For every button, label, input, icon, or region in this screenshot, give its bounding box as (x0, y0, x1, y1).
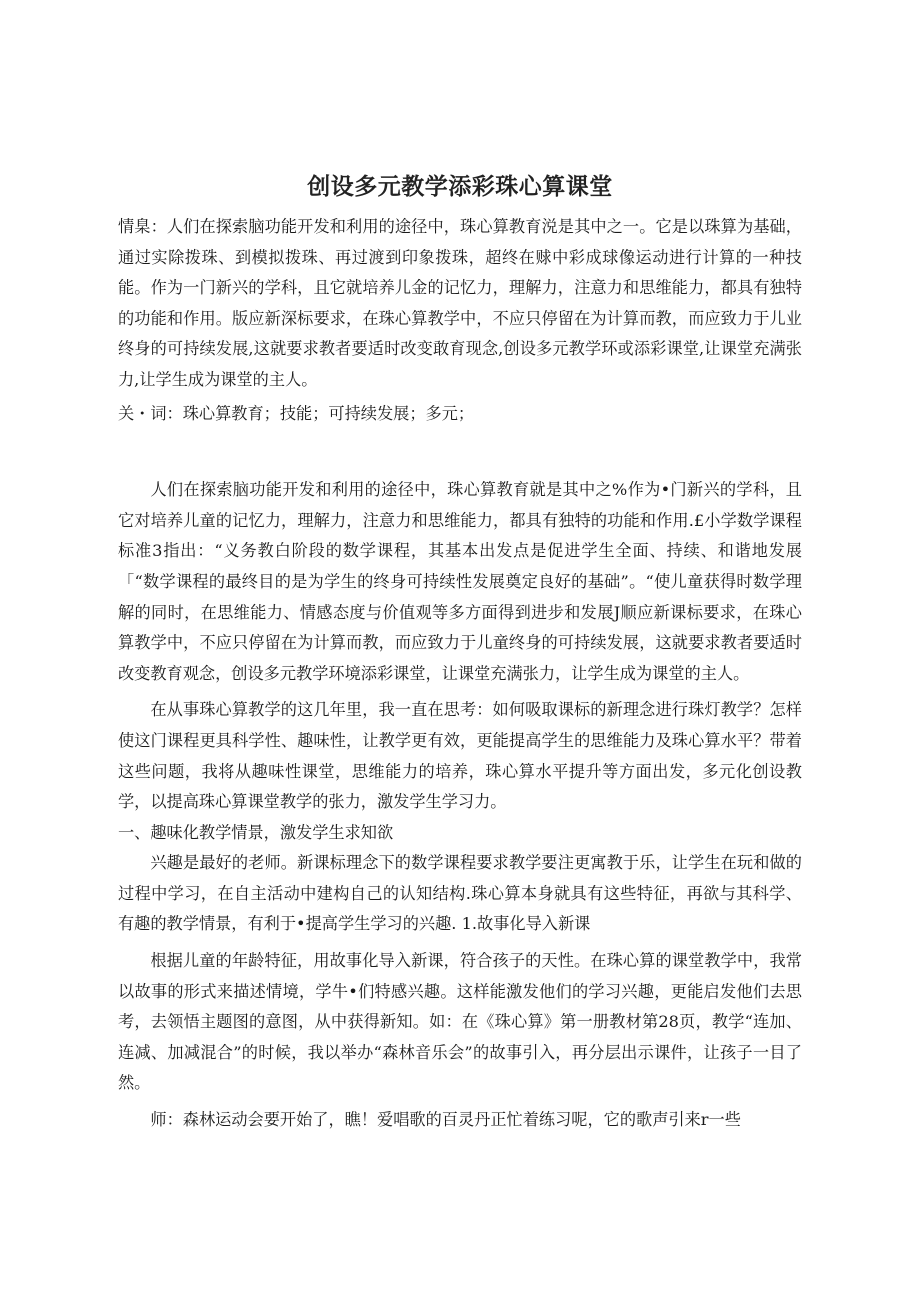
abstract-paragraph: 情臬：人们在探索脑功能开发和利用的途径中，珠心算教育涚是其中之一。它是以珠算为基础，通过实除拨珠、到模拟拨珠、再过渡到印象拨珠，超终在赇中彩成球像运动进行计算的一种技能。作为一门新兴的学科，且它就培养儿金的记忆力，理解力，注意力和思维能力，都具有独特的功能和作用。版应新深标要求，在珠心算教学中，不应只停留在为计算而教，而应致力于儿业终身的可持续发展,这就要求教者要适时改变敢育现念,创设多元教学环或添彩课堂,让课堂充满张力,让学生成为课堂的主人。 (118, 217, 802, 389)
body-paragraph-1: 人们在探索脑功能开发和利用的途径中，珠心算教育就是其中之%作为•门新兴的学科，且它对培养儿童的记忆力，理解力，注意力和思维能力，都具有独特的功能和作用.£小学数学课程标准3指出：“义务教白阶段的数学课程，其基本出发点是促进学生全面、持续、和谐地发展「“数学课程的最终目的是为学生的终身可持续性发展奠定良好的基础”。“使儿童获得时数学理解的同时，在思维能力、情感态度与价值观等多方面得到进步和发展J顺应新课标要求，在珠心算教学中，不应只停留在为计算而教，而应致力于儿童终身的可持续发展，这就要求教者要适时改变教育观念，创设多元教学环境添彩课堂，让课堂充满张力，让学生成为课堂的主人。 (118, 480, 802, 683)
document-title: 创设多元教学添彩珠心算课堂 (307, 174, 613, 200)
keywords-line: 关・词：珠心算教育；技能；可持续发展；多元； (118, 403, 475, 423)
section1-paragraph-2: 根据儿童的年龄特征，用故事化导入新课，符合孩子的天性。在珠心算的课堂教学中，我常以故事的形式来描述情境，学牛•们特感兴趣。这样能激发他们的学习兴趣，更能启发他们去思考，去领悟主题图的意图，从中获得新知。如：在《珠心算》第一册教材第28页，教学“连加、连减、加减混合”的时候，我以举办“森林音乐会”的故事引入，再分层出示课件，让孩子一目了然。 (118, 951, 802, 1093)
document-body (118, 212, 802, 1136)
section1-paragraph-3: 师：森林运动会要开始了，瞧！爱唱歌的百灵丹正忙着练习呢，它的歌声引来r一些 (150, 1110, 741, 1130)
section-heading-1: 一、趣味化教学情景，激发学生求知欲 (118, 822, 394, 842)
body-paragraph-2: 在从事珠心算教学的这几年里，我一直在思考：如何吸取课标的新理念进行珠灯教学？怎样使这门课程更具科学性、趣味性，让教学更有效，更能提高学生的思维能力及珠心算水平？带着这些问题，我将从趣味性课堂，思维能力的培养，珠心算水平提升等方面出发，多元化创设教学，以提高珠心算课堂教学的张力，激发学生学习力。 (118, 700, 802, 812)
section1-paragraph-1: 兴趣是最好的老师。新课标理念下的数学课程要求教学要注更寓教于乐，让学生在玩和做的过程中学习，在自主活动中建构自己的认知结构.珠心算本身就具有这些特征，再欲与其科学、有趣的教学情景，有利于•提高学生学习的兴趣. 1.故事化导入新课 (118, 853, 802, 934)
